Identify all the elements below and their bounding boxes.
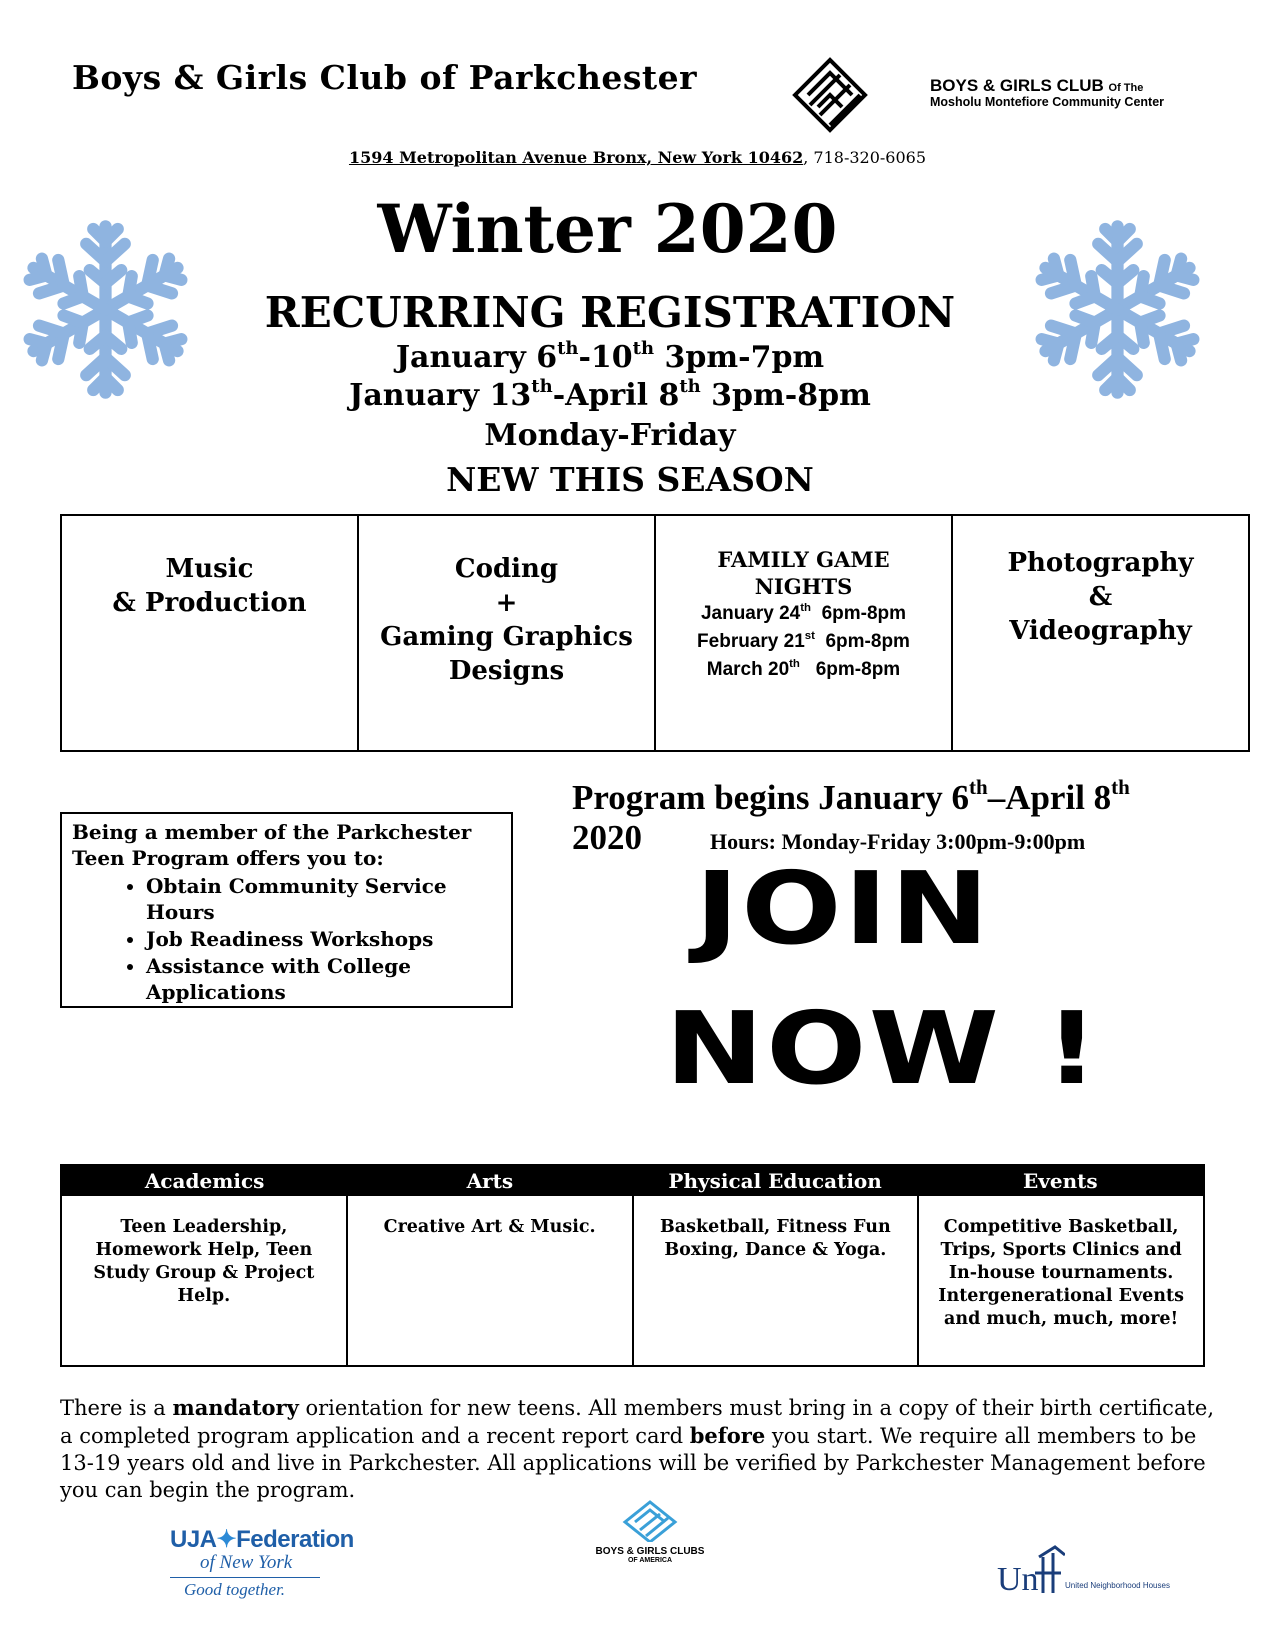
address: 1594 Metropolitan Avenue Bronx, New York 10462: [348, 148, 804, 167]
date-line-1: January 6th-10th 3pm-7pm: [395, 338, 825, 375]
bgca-emblem-icon: [580, 1500, 720, 1542]
phone: , 718-320-6065: [803, 148, 927, 167]
logo-title: BOYS & GIRLS CLUB Of The: [930, 76, 1144, 95]
table-row: [62, 1196, 1203, 1365]
program-hours: Hours: Monday-Friday 3:00pm-9:00pm: [710, 829, 1086, 854]
program-begins: Program begins January 6th–April 8th 2020: [572, 775, 1130, 857]
program-coding: Coding + Gaming Graphics Designs: [359, 516, 656, 750]
org-title: Boys & Girls Club of Parkchester: [72, 58, 698, 97]
teen-program-benefits: Being a member of the Parkchester Teen Program offers you to: • Obtain Community Service Hours • Job Readiness Workshops • Assistance with College Applications: [60, 812, 513, 1008]
column-header: Arts: [466, 1169, 514, 1193]
table-cell: Creative Art & Music.: [348, 1196, 634, 1365]
activities-table: [60, 1164, 1205, 1367]
family-date: February 21st 6pm-8pm: [697, 629, 910, 652]
uja-federation-logo: UJA✦Federation of New York Good together.: [170, 1526, 354, 1599]
new-programs-table: [60, 514, 1250, 752]
list-item: • Job Readiness Workshops: [146, 926, 501, 952]
new-season-heading: NEW THIS SEASON: [446, 460, 814, 499]
table-header-row: [62, 1166, 1203, 1196]
list-item: • Obtain Community Service Hours: [146, 873, 501, 925]
table-cell: Teen Leadership, Homework Help, Teen Study Group & Project Help.: [62, 1196, 348, 1365]
main-title: Winter 2020: [377, 190, 838, 268]
program-family-game-nights: FAMILY GAME NIGHTS January 24th 6pm-8pm February 21st 6pm-8pm March 20th 6pm-8pm: [656, 516, 953, 750]
column-header: Physical Education: [668, 1169, 882, 1193]
list-item: • Assistance with College Applications: [146, 953, 501, 1005]
united-neighborhood-houses-logo: Un United Neighborhood Houses: [995, 1545, 1185, 1600]
days-line: Monday-Friday: [484, 418, 736, 453]
requirements-paragraph: There is a mandatory orientation for new teens. All members must bring in a copy of their birth certificate, a completed program application and a recent report card before you start. We require all members to be 13-19 years old and live in Parkchester. All applications will be verified by Parkchester Management before you can begin the program.: [60, 1395, 1215, 1502]
join-heading: JOIN: [695, 850, 992, 967]
now-heading: NOW !: [665, 990, 1101, 1107]
subtitle: RECURRING REGISTRATION: [264, 288, 956, 337]
program-photography: Photography & Videography: [1007, 548, 1194, 646]
table-cell: Basketball, Fitness Fun Boxing, Dance & Yoga.: [634, 1196, 920, 1365]
column-header: Academics: [144, 1169, 265, 1193]
logo-subtitle: Mosholu Montefiore Community Center: [930, 95, 1165, 109]
family-date: January 24th 6pm-8pm: [700, 601, 907, 624]
program-music: Music & Production: [62, 516, 359, 750]
date-line-2: January 13th-April 8th 3pm-8pm: [349, 376, 871, 413]
bgca-logo: BOYS & GIRLS CLUBS OF AMERICA: [580, 1500, 720, 1565]
address-line: [0, 148, 1275, 167]
column-header: Events: [1023, 1169, 1098, 1193]
table-cell: Competitive Basketball, Trips, Sports Clinics and In-house tournaments. Intergenerational Events and much, much, more!: [938, 1217, 1184, 1329]
family-date: March 20th 6pm-8pm: [706, 657, 901, 680]
